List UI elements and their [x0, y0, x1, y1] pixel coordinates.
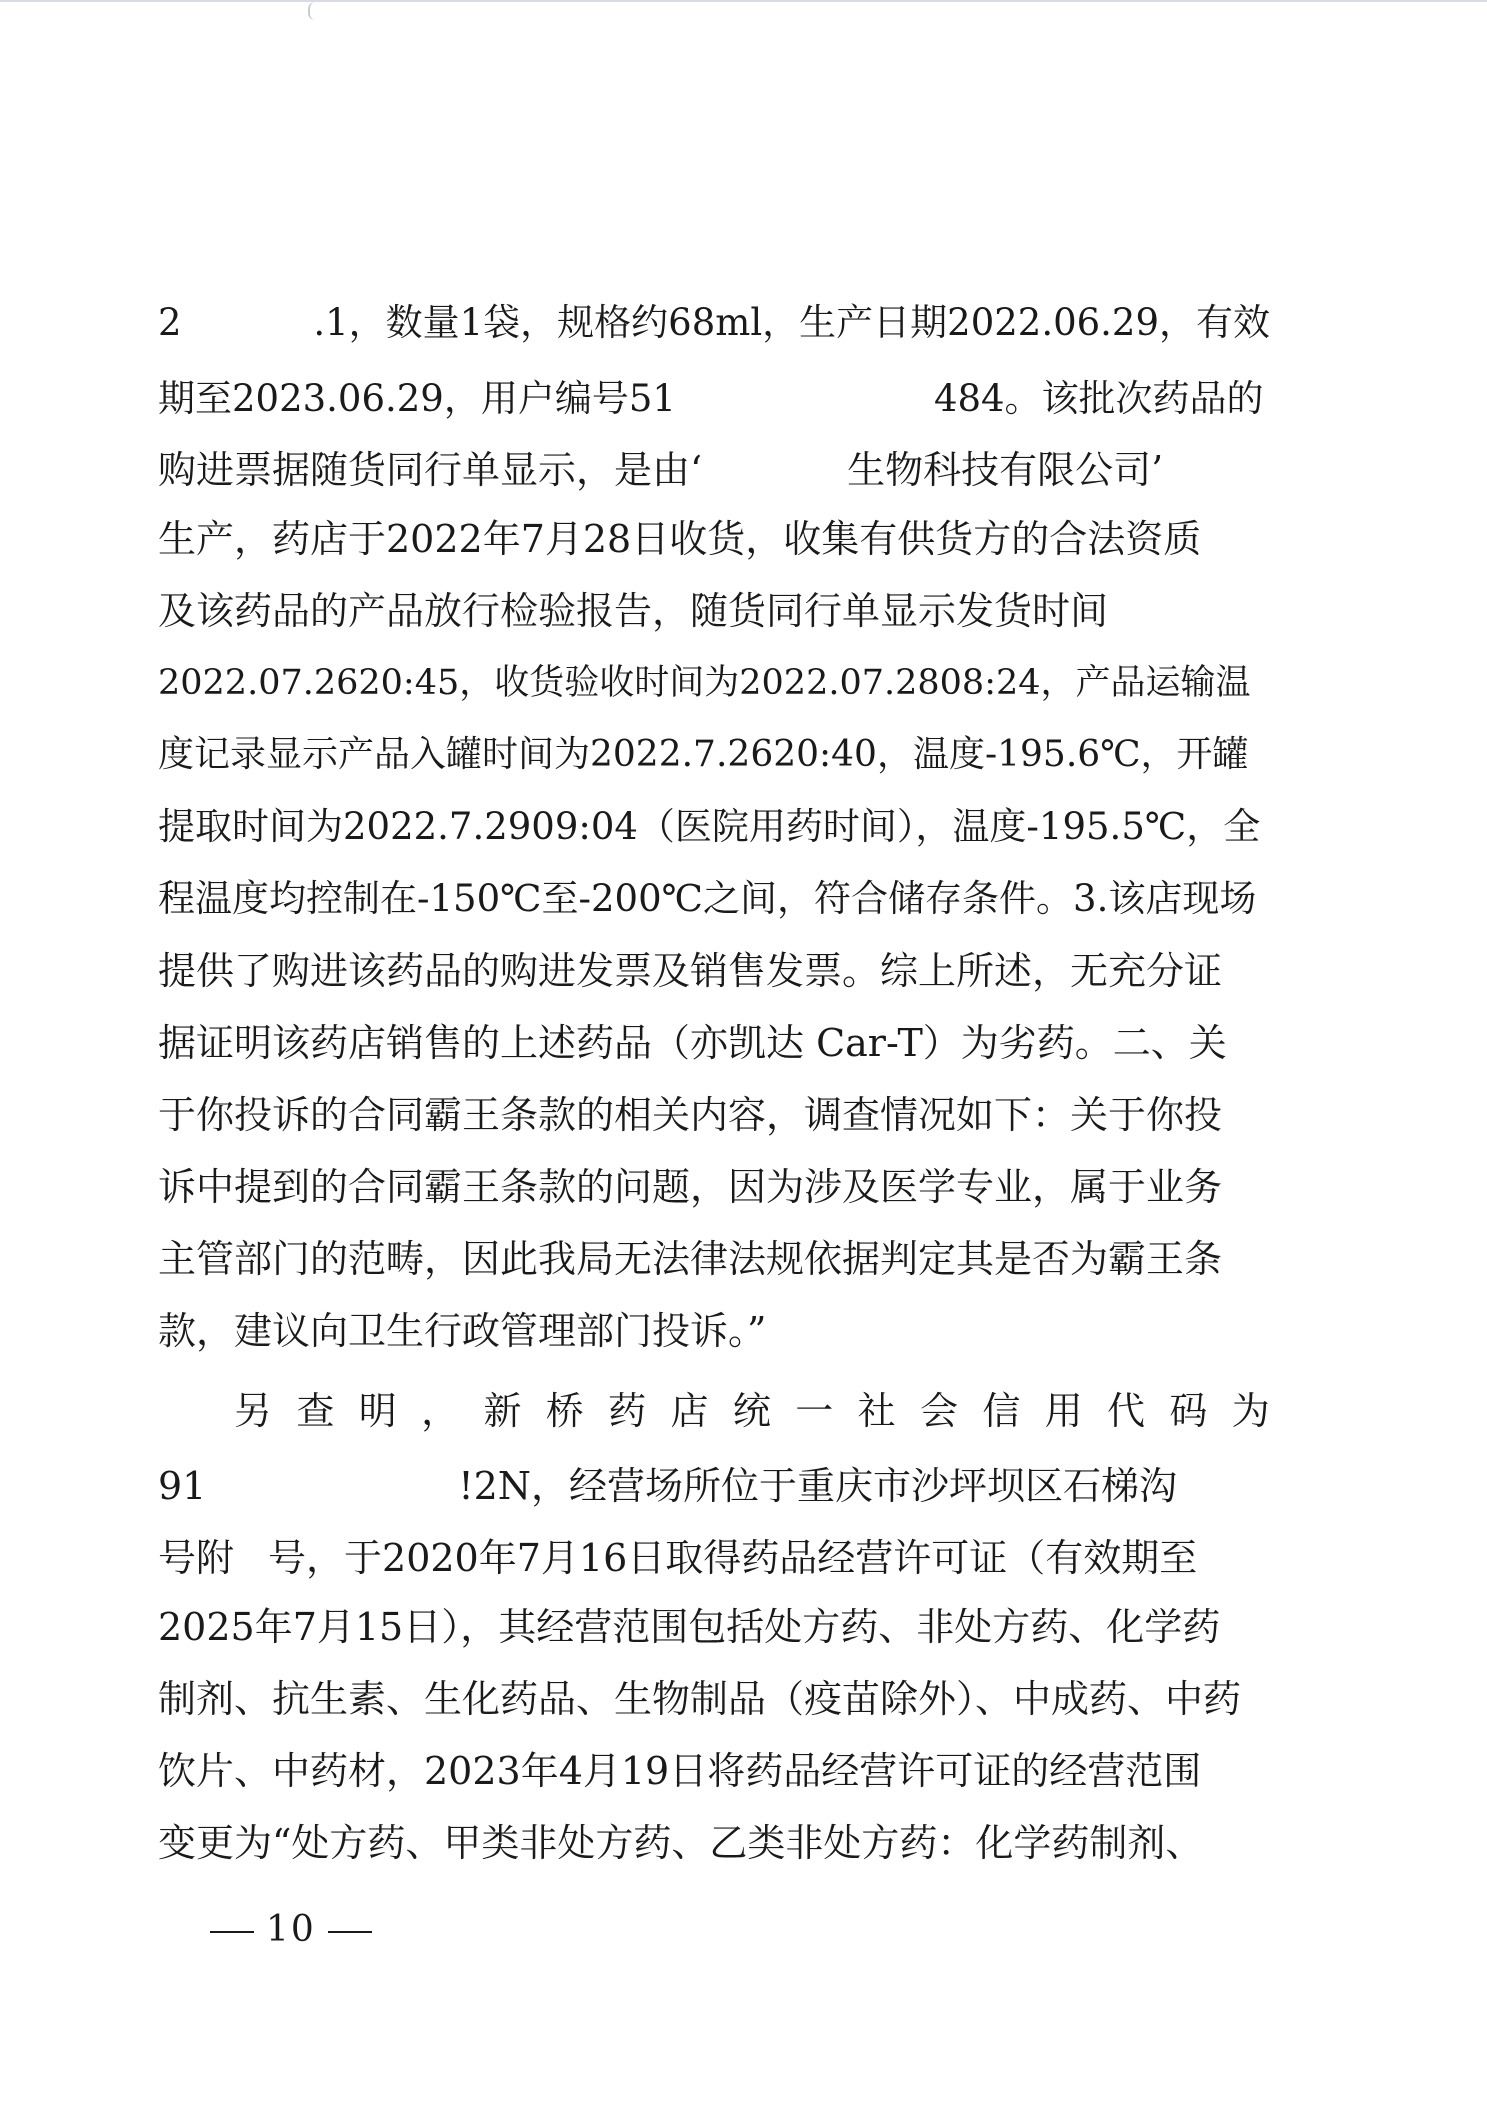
- para2-first-line-char: 明: [358, 1389, 397, 1433]
- para2-first-line-char: 一: [795, 1389, 834, 1433]
- line-13-text: 诉中提到的合同霸王条款的问题，因为涉及医学专业，属于业务: [158, 1165, 1223, 1209]
- scan-mark: [308, 2, 315, 20]
- text-line-11: [158, 1007, 1270, 1079]
- para2-first-line-char: 统: [732, 1389, 771, 1433]
- text-line-15: [158, 1295, 1270, 1367]
- redaction-address-number: [234, 1519, 268, 1571]
- line-10-text: 提供了购进该药品的购进发票及销售发票。综上所述，无充分证: [158, 949, 1223, 993]
- para2-line-5: [158, 1663, 1270, 1735]
- para2-line-6: [158, 1735, 1270, 1807]
- line-12-text: 于你投诉的合同霸王条款的相关内容，调查情况如下：关于你投: [158, 1093, 1223, 1137]
- text-line-3: [158, 431, 1270, 503]
- line-1-end: .1，数量1袋，规格约68ml，生产日期2022.06.29，有效: [313, 301, 1270, 344]
- redaction-credit-code: [206, 1447, 458, 1499]
- text-line-13: [158, 1151, 1270, 1223]
- line-2-start: 期至2023.06.29，用户编号51: [158, 377, 676, 420]
- para2-line-3: [158, 1519, 1270, 1591]
- para2-line-4: [158, 1591, 1270, 1663]
- para2-first-line-char: ，: [421, 1389, 460, 1433]
- text-line-14: [158, 1223, 1270, 1295]
- para2-first-line-char: 另: [234, 1389, 273, 1433]
- para2-line-5-text: 制剂、抗生素、生化药品、生物制品（疫苗除外）、中成药、中药: [158, 1677, 1242, 1721]
- text-line-9: [158, 863, 1270, 935]
- text-line-7: [158, 719, 1270, 791]
- para2-line-2-end: !2N，经营场所位于重庆市沙坪坝区石梯沟: [458, 1464, 1178, 1508]
- text-line-6: [158, 647, 1270, 719]
- para2-first-line-char: 会: [919, 1389, 958, 1433]
- para2-line-4-text: 2025年7月15日），其经营范围包括处方药、非处方药、化学药: [158, 1605, 1221, 1649]
- text-line-8: [158, 791, 1270, 863]
- text-line-10: [158, 935, 1270, 1007]
- para2-first-line-char: 新: [483, 1389, 522, 1433]
- credit-code-start: 91: [158, 1464, 207, 1508]
- line-5-text: 及该药品的产品放行检验报告，随货同行单显示发货时间: [158, 589, 1109, 633]
- redaction-user-id: [676, 359, 934, 411]
- line-6-text: 2022.07.2620:45，收货验收时间为2022.07.2808:24，产品运输温: [158, 663, 1251, 703]
- line-1-start: 2: [158, 301, 182, 344]
- line-14-text: 主管部门的范畴，因此我局无法律法规依据判定其是否为霸王条: [158, 1237, 1223, 1281]
- page-number-dash-left: [210, 1931, 254, 1933]
- line-3-start: 购进票据随货同行单显示，是由‘: [158, 448, 703, 492]
- para2-line-7-text: 变更为“处方药、甲类非处方药、乙类非处方药：化学药制剂、: [158, 1821, 1204, 1865]
- para2-first-line-char: 码: [1169, 1389, 1208, 1433]
- text-line-2: [158, 359, 1270, 431]
- text-line-12: [158, 1079, 1270, 1151]
- address-part: 号附: [158, 1536, 235, 1580]
- page-number: [198, 1908, 384, 1952]
- para2-first-line-char: 查: [296, 1389, 335, 1433]
- para2-line-6-text: 饮片、中药材，2023年4月19日将药品经营许可证的经营范围: [158, 1749, 1202, 1793]
- para2-first-line-char: 社: [857, 1389, 896, 1433]
- redaction-company: [702, 431, 847, 483]
- para2-first-line-char: 用: [1044, 1389, 1083, 1433]
- line-4-text: 生产，药店于2022年7月28日收货，收集有供货方的合法资质: [158, 517, 1202, 561]
- page-number-dash-right: [328, 1931, 372, 1933]
- line-3-end: 生物科技有限公司’: [847, 448, 1164, 492]
- line-8-text: 提取时间为2022.7.2909:04（医院用药时间），温度-195.5℃，全: [158, 805, 1261, 848]
- para2-first-line-char: 代: [1107, 1389, 1146, 1433]
- line-2-end: 484。该批次药品的: [933, 377, 1264, 420]
- para2-first-line-char: 桥: [545, 1389, 584, 1433]
- scan-top-edge: [0, 0, 1487, 2]
- para2-first-line-char: 信: [982, 1389, 1021, 1433]
- page-number-value: 10: [266, 1909, 316, 1950]
- para2-line-3-end: 号，于2020年7月16日取得药品经营许可证（有效期至: [268, 1536, 1198, 1580]
- line-7-text: 度记录显示产品入罐时间为2022.7.2620:40，温度-195.6℃，开罐: [158, 734, 1249, 775]
- para2-line-2: [158, 1447, 1270, 1519]
- para2-first-line-char: 店: [670, 1389, 709, 1433]
- para2-first-line-char: 为: [1231, 1389, 1270, 1433]
- text-line-1: [158, 287, 1270, 359]
- text-line-5: [158, 575, 1270, 647]
- text-line-4: [158, 503, 1270, 575]
- line-15-text: 款，建议向卫生行政管理部门投诉。”: [158, 1309, 767, 1353]
- para2-line-7: [158, 1807, 1270, 1879]
- para2-first-line: [158, 1375, 1270, 1447]
- para2-first-line-char: 药: [608, 1389, 647, 1433]
- document-body: [158, 287, 1270, 1879]
- line-11-text: 据证明该药店销售的上述药品（亦凯达 Car-T）为劣药。二、关: [158, 1021, 1227, 1065]
- line-9-text: 程温度均控制在-150℃至-200℃之间，符合储存条件。3.该店现场: [158, 877, 1257, 920]
